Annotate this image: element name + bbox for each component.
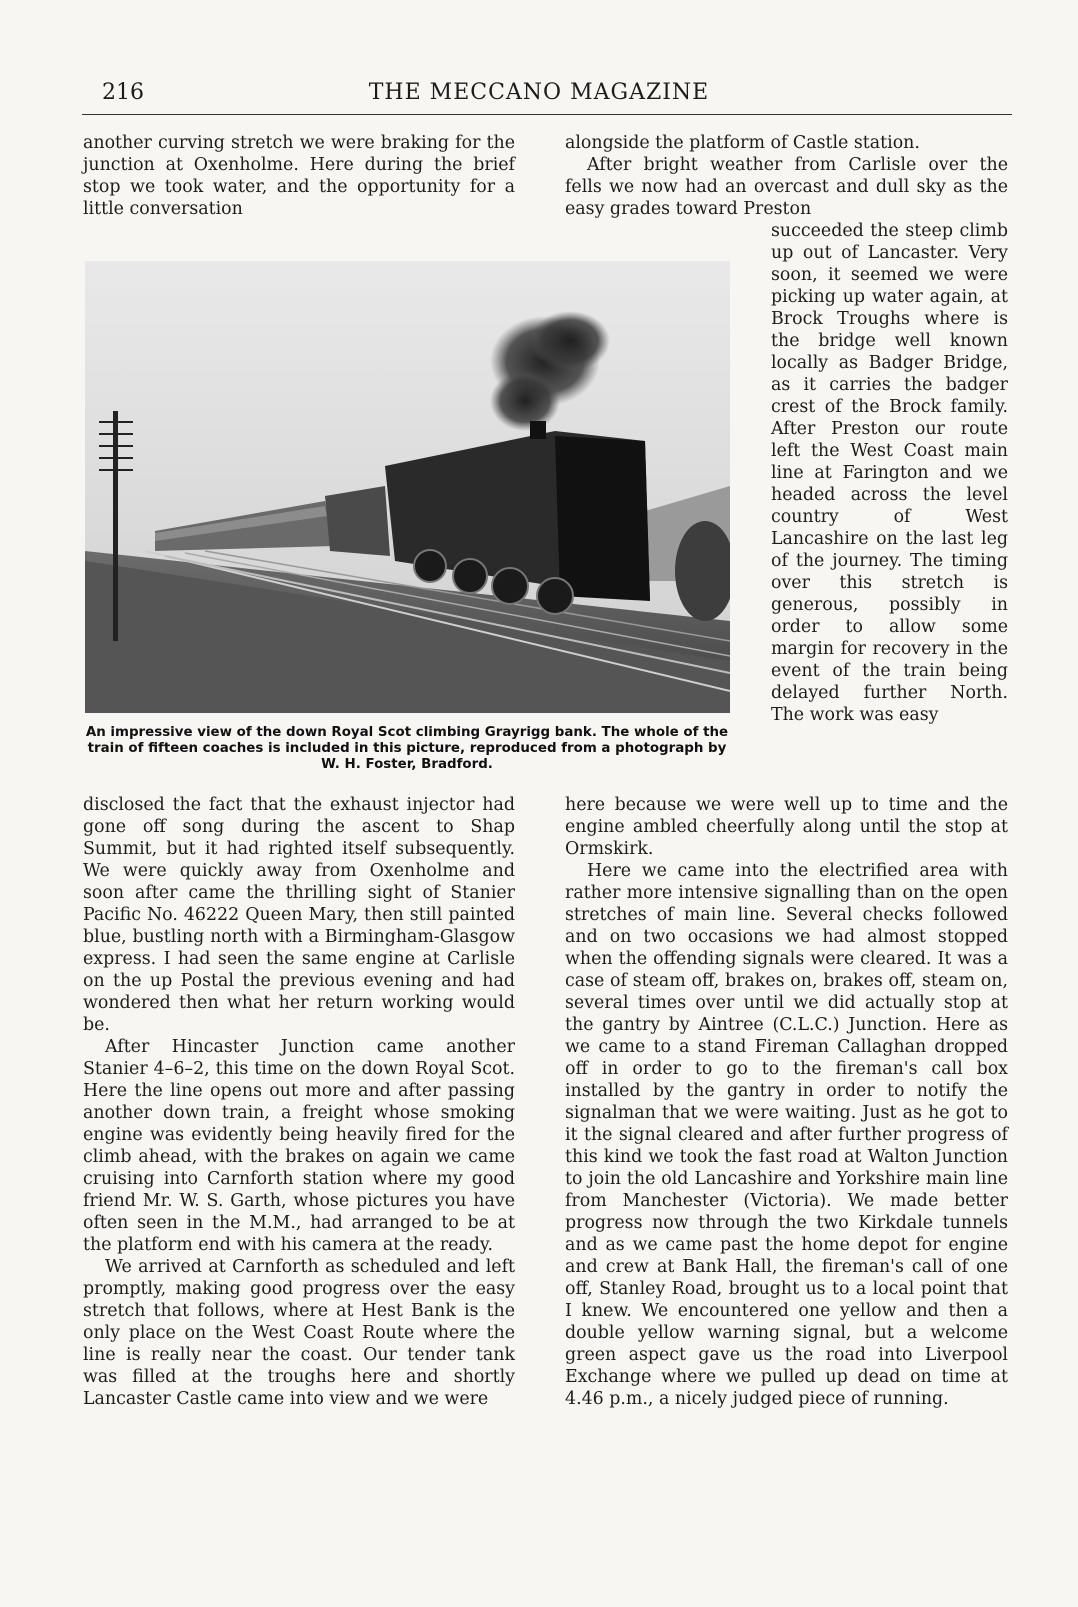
magazine-title: THE MECCANO MAGAZINE	[368, 80, 710, 105]
column1-top-paragraph: another curving stretch we were braking for the junction at Oxenholme. Here during the brief stop we took water, and the opportunity for a little conversation	[83, 133, 515, 219]
column1-paragraph-3: We arrived at Carnforth as scheduled and left promptly, making good progress over the easy stretch that follows, where at Hest Bank is the only place on the West Coast Route where the line is really near the coast. Our tender tank was filled at the troughs here and shortly Lancaster Castle came into view and we were	[83, 1257, 515, 1409]
column1-bottom	[83, 794, 515, 1410]
column2-top	[565, 132, 1008, 220]
column2-bottom-paragraph-2: Here we came into the electrified area with rather more intensive signalling than on the open stretches of main line. Several checks followed and on two occasions we had almost stopped when the offending signals were cleared. It was a case of steam off, brakes on, brakes off, steam on, several times over until we did actually stop at the gantry by Aintree (C.L.C.) Junction. Here as we came to a stand Fireman Callaghan dropped off in order to go to the fireman's call box installed by the gantry in order to notify the signalman that we were waiting. Just as he got to it the signal cleared and after further progress of this kind we took the fast road at Walton Junction to join the old Lancashire and Yorkshire main line from Manchester (Victoria). We made better progress now through the two Kirkdale tunnels and as we came past the home depot for engine and crew at Bank Hall, the fireman's call of one off, Stanley Road, brought us to a local point that I knew. We encountered one yellow and then a double yellow warning signal, but a welcome green aspect gave us the road into Liverpool Exchange where we pulled up dead on time at 4.46 p.m., a nicely judged piece of running.	[565, 861, 1008, 1409]
column1-paragraph-1: disclosed the fact that the exhaust injector had gone off song during the ascent to Shap Summit, but it had righted itself subsequently. We were quickly away from Oxenholme and soon after came the thrilling sight of Stanier Pacific No. 46222 Queen Mary, then still painted blue, bustling north with a Birmingham-Glasgow express. I had seen the same engine at Carlisle on the up Postal the previous evening and had wondered then what her return working would be.	[83, 795, 515, 1035]
train-photograph	[85, 261, 730, 713]
column2-narrow-paragraph: succeeded the steep climb up out of Lancaster. Very soon, it seemed we were picking up water again, at Brock Troughs where is the bridge well known locally as Badger Bridge, as it carries the badger crest of the Brock family. After Preston our route left the West Coast main line at Farington and we headed across the level country of West Lancashire on the last leg of the journey. The timing over this stretch is generous, possibly in order to allow some margin for recovery in the event of the train being delayed further North. The work was easy	[771, 221, 1008, 725]
column2-bottom	[565, 794, 1008, 1410]
figure-caption: An impressive view of the down Royal Scot climbing Grayrigg bank. The whole of the train of fifteen coaches is included in this picture, reproduced from a photograph by W. H. Foster, Bradford.	[85, 725, 729, 772]
page-number: 216	[102, 80, 144, 105]
header-rule	[82, 114, 1012, 115]
column2-narrow	[771, 220, 1008, 726]
column2-paragraph-2: After bright weather from Carlisle over the fells we now had an overcast and dull sky as the easy grades toward Preston	[565, 155, 1008, 219]
column2-bottom-paragraph-1: here because we were well up to time and the engine ambled cheerfully along until the stop at Ormskirk.	[565, 795, 1008, 859]
column2-paragraph-1: alongside the platform of Castle station.	[565, 133, 920, 153]
column1-paragraph-2: After Hincaster Junction came another Stanier 4–6–2, this time on the down Royal Scot. Here the line opens out more and after passing another down train, a freight whose smoking engine was evidently being heavily fired for the climb ahead, with the brakes on again we came cruising into Carnforth station where my good friend Mr. W. S. Garth, whose pictures you have often seen in the M.M., had arranged to be at the platform end with his camera at the ready.	[83, 1037, 515, 1255]
steam-train-illustration	[85, 261, 730, 713]
column1-top	[83, 132, 515, 220]
